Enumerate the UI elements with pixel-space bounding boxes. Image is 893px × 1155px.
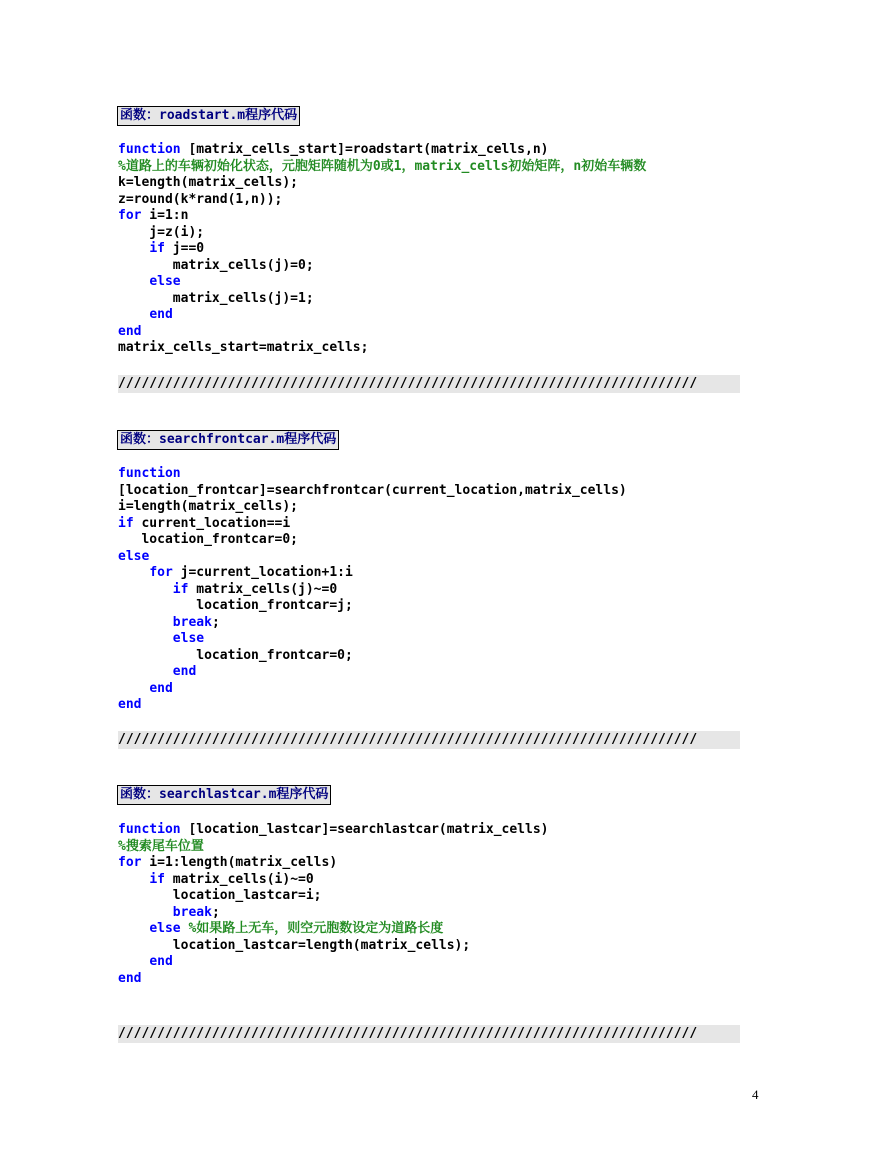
- section-title-roadstart: 函数：roadstart.m程序代码: [117, 106, 300, 126]
- code-text: [118, 921, 149, 936]
- code-keyword: function: [118, 822, 181, 837]
- code-block-searchfrontcar: [118, 466, 627, 714]
- code-keyword: function: [118, 142, 181, 157]
- code-text: i=1:length(matrix_cells): [141, 855, 338, 870]
- code-line: [118, 631, 627, 648]
- code-line: [118, 582, 627, 599]
- code-text: location_frontcar=j;: [118, 598, 353, 613]
- code-text: [118, 582, 173, 597]
- code-keyword: end: [118, 697, 142, 712]
- code-text: location_frontcar=0;: [118, 647, 353, 663]
- code-line: [118, 888, 548, 905]
- code-text: [118, 241, 149, 256]
- code-text: matrix_cells_start=matrix_cells;: [118, 340, 369, 355]
- code-text: matrix_cells(j)=1;: [118, 290, 314, 306]
- code-keyword: end: [118, 970, 142, 986]
- code-text: j==0: [164, 241, 205, 256]
- code-line: [118, 855, 548, 872]
- code-comment: %道路上的车辆初始化状态，元胞矩阵随机为0或1，matrix_cells初始矩阵，n初始车辆数: [118, 158, 647, 174]
- code-keyword: for: [118, 855, 142, 870]
- code-line: [118, 324, 646, 341]
- code-keyword: else: [172, 631, 205, 646]
- code-line: [118, 971, 548, 988]
- code-text: current_location==i: [133, 515, 291, 531]
- code-line: [118, 258, 646, 275]
- code-keyword: break: [172, 904, 212, 920]
- code-keyword: end: [172, 664, 197, 679]
- code-line: [118, 175, 646, 192]
- code-keyword: end: [149, 680, 173, 696]
- code-keyword: if: [149, 871, 165, 887]
- code-block-roadstart: [118, 142, 646, 357]
- code-line: [118, 208, 646, 225]
- code-line: [118, 954, 548, 971]
- code-text: [location_lastcar]=searchlastcar(matrix_cells): [180, 822, 549, 837]
- code-line: [118, 466, 627, 483]
- code-text: location_frontcar=0;: [118, 532, 299, 547]
- code-text: [118, 615, 173, 630]
- code-line: [118, 648, 627, 665]
- separator-line: //////////////////////////////////////////////////////////////////////////: [118, 1025, 740, 1043]
- code-keyword: end: [149, 954, 173, 969]
- code-text: [location_frontcar]=searchfrontcar(current_location,matrix_cells): [118, 482, 627, 498]
- code-line: [118, 291, 646, 308]
- code-line: [118, 483, 627, 500]
- code-keyword: else: [118, 548, 150, 564]
- code-line: [118, 938, 548, 955]
- code-text: [118, 872, 149, 887]
- code-text: j=current_location+1:i: [172, 565, 353, 580]
- code-keyword: end: [118, 323, 142, 339]
- code-line: [118, 565, 627, 582]
- code-line: [118, 159, 646, 176]
- code-text: k=length(matrix_cells);: [118, 175, 299, 190]
- code-text: matrix_cells(i)~=0: [164, 871, 314, 887]
- code-text: j=z(i);: [118, 224, 205, 240]
- code-keyword: if: [149, 241, 165, 256]
- code-text: ;: [211, 614, 220, 630]
- code-line: [118, 274, 646, 291]
- code-line: [118, 142, 646, 159]
- code-keyword: if: [118, 515, 134, 531]
- code-text: matrix_cells(j)~=0: [188, 581, 338, 597]
- code-line: [118, 681, 627, 698]
- code-keyword: end: [149, 307, 173, 322]
- code-text: [118, 905, 173, 920]
- code-line: [118, 921, 548, 938]
- code-keyword: if: [172, 581, 189, 597]
- code-text: [118, 307, 149, 322]
- code-line: [118, 499, 627, 516]
- code-line: [118, 549, 627, 566]
- code-line: [118, 192, 646, 209]
- code-keyword: else: [149, 274, 181, 289]
- code-keyword: else: [149, 921, 181, 936]
- code-line: [118, 697, 627, 714]
- code-text: [118, 681, 149, 696]
- code-text: location_lastcar=length(matrix_cells);: [118, 937, 471, 953]
- code-keyword: function: [118, 466, 181, 481]
- code-text: location_lastcar=i;: [118, 888, 322, 903]
- code-text: [118, 664, 173, 679]
- code-keyword: for: [149, 565, 173, 580]
- code-line: [118, 598, 627, 615]
- section-title-searchfrontcar: 函数：searchfrontcar.m程序代码: [117, 430, 339, 450]
- code-text: i=length(matrix_cells);: [118, 499, 299, 514]
- separator-line: //////////////////////////////////////////////////////////////////////////: [118, 375, 740, 393]
- code-block-searchlastcar: [118, 822, 548, 987]
- code-line: [118, 225, 646, 242]
- code-line: [118, 340, 646, 357]
- page-number: 4: [752, 1087, 759, 1102]
- code-line: [118, 532, 627, 549]
- code-line: [118, 822, 548, 839]
- code-keyword: for: [118, 208, 142, 223]
- code-text: [118, 274, 149, 289]
- code-text: [118, 565, 149, 580]
- code-line: [118, 872, 548, 889]
- code-line: [118, 839, 548, 856]
- code-line: [118, 307, 646, 324]
- code-comment: %搜索尾车位置: [118, 838, 204, 854]
- code-text: i=1:n: [141, 208, 189, 223]
- code-text: z=round(k*rand(1,n));: [118, 191, 283, 207]
- code-line: [118, 615, 627, 632]
- code-line: [118, 241, 646, 258]
- section-title-searchlastcar: 函数：searchlastcar.m程序代码: [117, 785, 331, 805]
- code-text: ;: [211, 904, 220, 920]
- code-text: matrix_cells(j)=0;: [118, 257, 314, 273]
- code-text: [118, 954, 149, 969]
- code-line: [118, 664, 627, 681]
- code-keyword: break: [172, 614, 212, 630]
- code-line: [118, 905, 548, 922]
- code-line: [118, 516, 627, 533]
- code-comment: %如果路上无车，则空元胞数设定为道路长度: [188, 921, 444, 936]
- code-text: [118, 631, 173, 646]
- separator-line: //////////////////////////////////////////////////////////////////////////: [118, 731, 740, 749]
- code-text: [matrix_cells_start]=roadstart(matrix_cells,n): [180, 142, 549, 157]
